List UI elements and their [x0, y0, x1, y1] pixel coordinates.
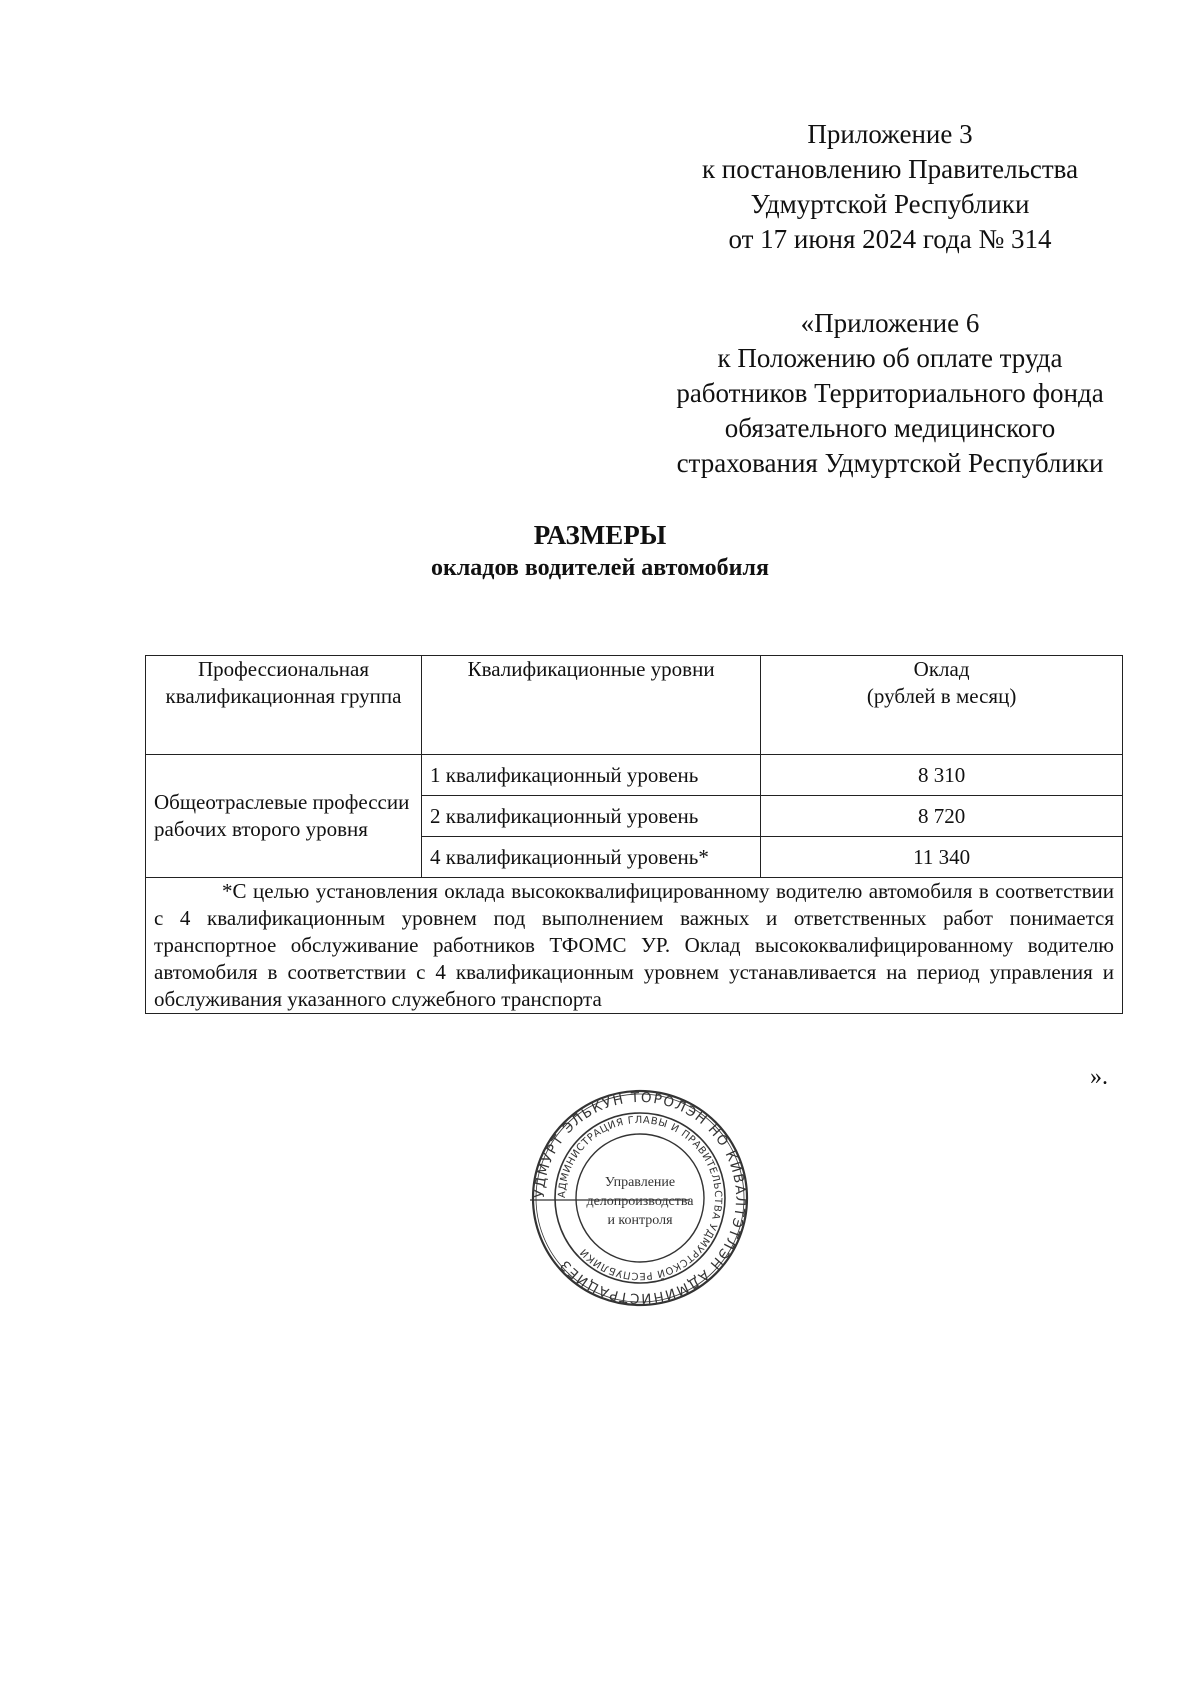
- appendix-6-line-3: работников Территориального фонда: [676, 378, 1104, 408]
- salary-cell: 11 340: [761, 837, 1123, 878]
- qualification-group-cell: Общеотраслевые профессии рабочих второго уровня: [146, 755, 422, 878]
- title-main: РАЗМЕРЫ: [533, 520, 667, 550]
- table-note-row: [146, 878, 1123, 1014]
- appendix-6-line-2: к Положению об оплате труда: [717, 343, 1063, 373]
- header-qualification-levels: Квалификационные уровни: [422, 656, 761, 755]
- table-header-row: [146, 656, 1123, 755]
- table-note-cell: [146, 878, 1123, 1014]
- salary-cell: 8 310: [761, 755, 1123, 796]
- appendix-6-line-1: «Приложение 6: [800, 308, 980, 338]
- stamp-outer-text: УДМУРТ ЭЛЬКУН ТОРОЛЭН НО КИВАЛТЭТЛЭН АДМИНИСТРАЦИЕЗ: [531, 1089, 749, 1307]
- header-qualification-group: Профессиональная квалификационная группа: [146, 656, 422, 755]
- table-row: [146, 755, 1123, 796]
- level-cell: 1 квалификационный уровень: [422, 755, 761, 796]
- stamp-center-line-3: и контроля: [607, 1213, 673, 1228]
- appendix-3-line-1: Приложение 3: [807, 119, 973, 149]
- appendix-3-line-3: Удмуртской Республики: [750, 189, 1030, 219]
- appendix-6-line-5: страхования Удмуртской Республики: [676, 448, 1104, 478]
- header-salary: [761, 656, 1123, 755]
- salary-table: [145, 655, 1123, 1014]
- document-title: [150, 518, 1050, 584]
- appendix-3-line-4: от 17 июня 2024 года № 314: [728, 224, 1052, 254]
- table-note-text: *С целью установления оклада высококвалифицированному водителю автомобиля в соответствии с 4 квалификационным уровнем под выполнением важных и ответственных работ понимается транспортное обслуживание работников ТФОМС УР. Оклад высококвалифицированному водителю автомобиля в соответствии с 4 квалификационным уровнем устанавливается на период управления и обслуживания указанного служебного транспорта: [154, 879, 1114, 1011]
- level-cell: 2 квалификационный уровень: [422, 796, 761, 837]
- salary-cell: 8 720: [761, 796, 1123, 837]
- official-stamp: [530, 1088, 750, 1308]
- appendix-6-line-4: обязательного медицинского: [724, 413, 1056, 443]
- title-subtitle: окладов водителей автомобиля: [431, 555, 769, 581]
- stamp-center-line-1: Управление: [604, 1175, 676, 1190]
- closing-quote-mark: ».: [1090, 1064, 1108, 1090]
- appendix-3-header: [655, 117, 1125, 257]
- stamp-center-line-2: делопроизводства: [586, 1194, 694, 1209]
- appendix-3-line-2: к постановлению Правительства: [701, 154, 1079, 184]
- appendix-6-header: [655, 306, 1125, 481]
- header-salary-line-1: Оклад: [913, 657, 970, 681]
- level-cell: 4 квалификационный уровень*: [422, 837, 761, 878]
- header-salary-line-2: (рублей в месяц): [866, 684, 1017, 708]
- stamp-inner-text: АДМИНИСТРАЦИЯ ГЛАВЫ И ПРАВИТЕЛЬСТВА УДМУРТСКОЙ РЕСПУБЛИКИ: [556, 1114, 724, 1282]
